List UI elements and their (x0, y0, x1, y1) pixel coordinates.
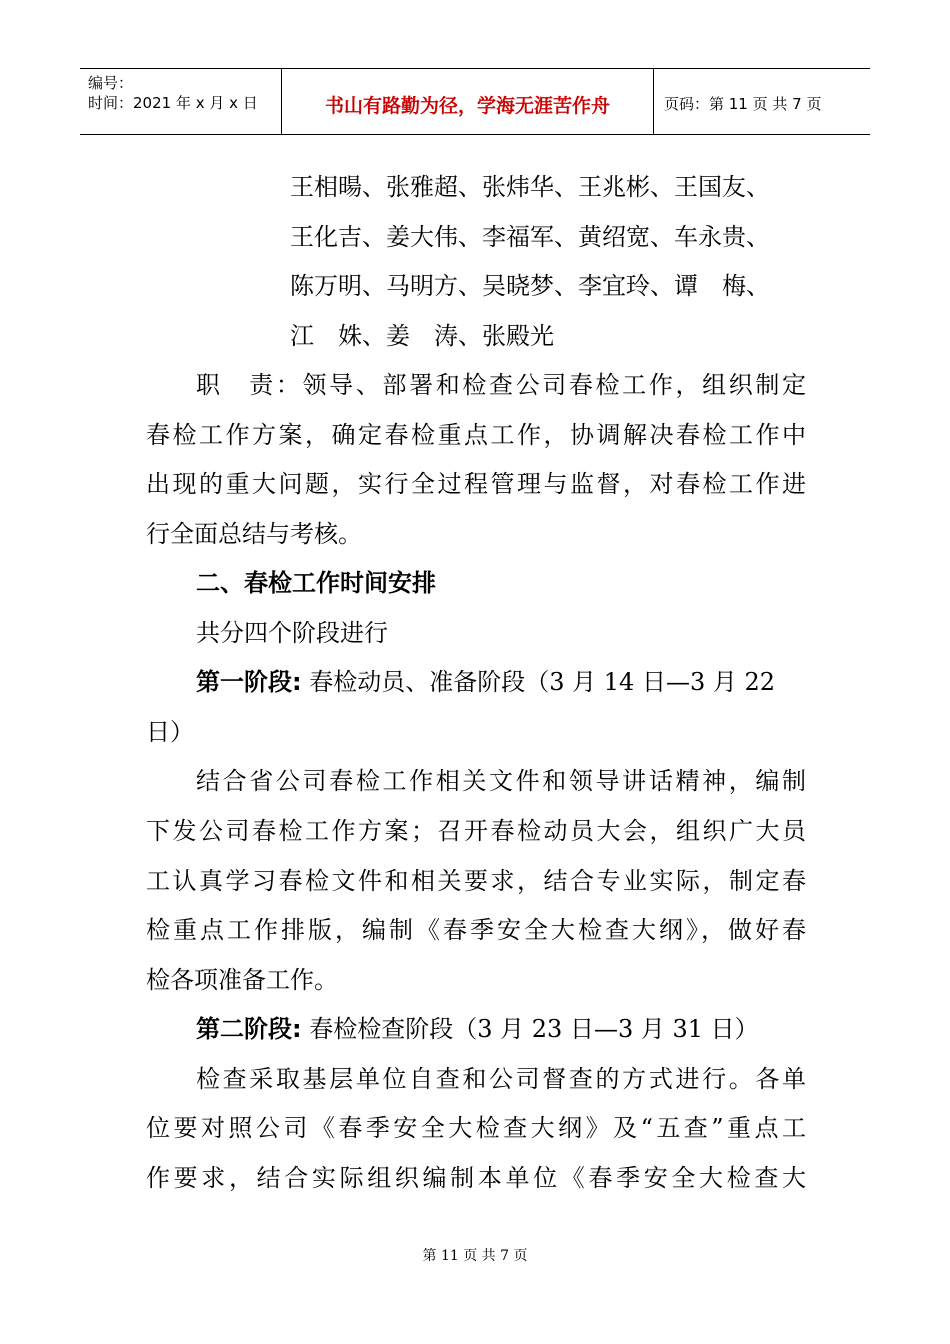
stage-1-title: 春检动员、准备阶段（3 月 14 日—3 月 22 (309, 668, 776, 696)
section-intro: 共分四个阶段进行 (196, 619, 388, 647)
names-line-4: 江 姝、姜 涛、张殿光 (290, 322, 554, 350)
duty-line-1: 职 责：领导、部署和检查公司春检工作，组织制定 (196, 371, 806, 399)
duty-line-4: 行全面总结与考核。 (146, 520, 362, 548)
stage-2-title: 春检检查阶段（3 月 23 日—3 月 31 日） (309, 1015, 759, 1043)
stage-1-heading (196, 667, 775, 697)
document-time-label: 时间：2021 年 x 月 x 日 (88, 94, 258, 112)
names-line-2: 王化吉、姜大伟、李福军、黄绍宽、车永贵、 (290, 223, 770, 251)
stage-2-para-line-2: 位要对照公司《春季安全大检查大纲》及“五查”重点工 (146, 1114, 806, 1142)
stage-2-para-line-1: 检查采取基层单位自查和公司督查的方式进行。各单 (196, 1065, 806, 1093)
stage-2-label: 第二阶段: (196, 1015, 302, 1043)
header-motto: 书山有路勤为径，学海无涯苦作舟 (282, 69, 654, 134)
stage-2-para-line-3: 作要求，结合实际组织编制本单位《春季安全大检查大 (146, 1164, 806, 1192)
duty-line-2: 春检工作方案，确定春检重点工作，协调解决春检工作中 (146, 421, 806, 449)
stage-1-para-line-3: 工认真学习春检文件和相关要求，结合专业实际，制定春 (146, 867, 806, 895)
stage-1-para-line-1: 结合省公司春检工作相关文件和领导讲话精神，编制 (196, 767, 806, 795)
section-heading: 二、春检工作时间安排 (196, 569, 436, 597)
document-header (80, 68, 870, 135)
stage-1-para-line-2: 下发公司春检工作方案；召开春检动员大会，组织广大员 (146, 817, 806, 845)
header-page-code: 页码：第 11 页 共 7 页 (664, 95, 822, 113)
stage-2-heading (196, 1014, 759, 1044)
page-footer: 第 11 页 共 7 页 (422, 1248, 528, 1264)
stage-1-title-cont: 日） (146, 718, 194, 746)
header-meta (80, 69, 282, 134)
document-number-label: 编号： (88, 74, 134, 92)
duty-line-3: 出现的重大问题，实行全过程管理与监督，对春检工作进 (146, 470, 806, 498)
stage-1-para-line-5: 检各项准备工作。 (146, 966, 338, 994)
stage-1-para-line-4: 检重点工作排版，编制《春季安全大检查大纲》，做好春 (146, 916, 806, 944)
names-line-3: 陈万明、马明方、吴晓梦、李宜玲、谭 梅、 (290, 272, 770, 300)
names-line-1: 王相暘、张雅超、张炜华、王兆彬、王国友、 (290, 173, 770, 201)
stage-1-label: 第一阶段: (196, 668, 302, 696)
